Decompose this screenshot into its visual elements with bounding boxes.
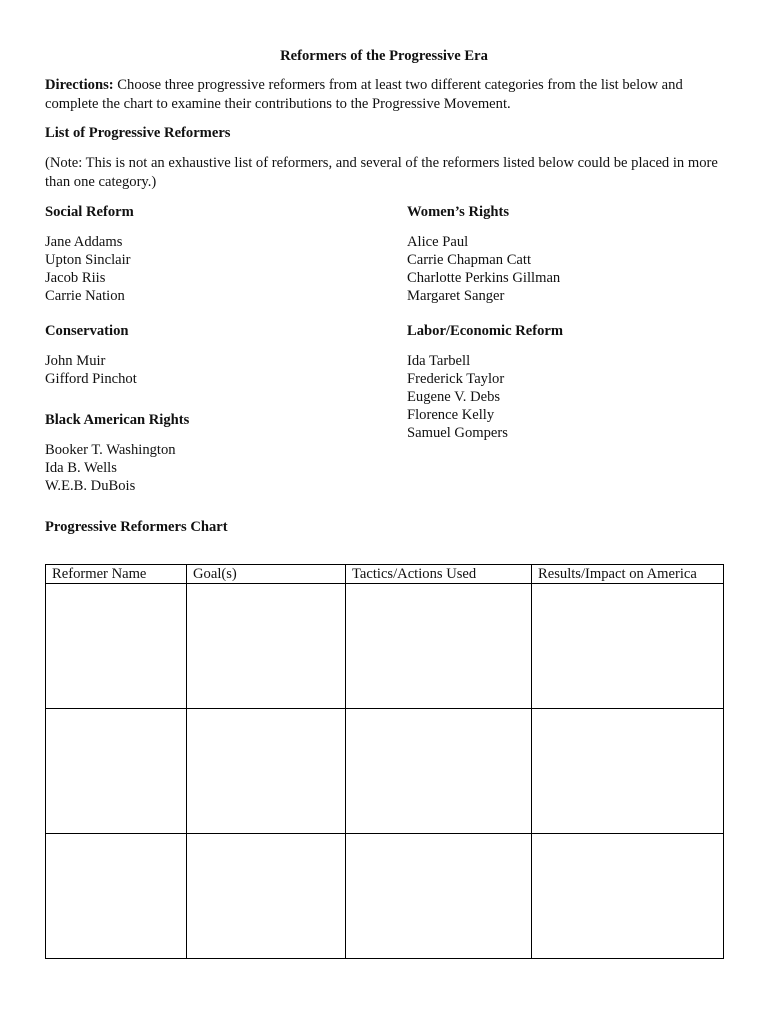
list-heading: List of Progressive Reformers [45,125,231,141]
category-womens-rights [407,203,727,305]
header-goals: Goal(s) [187,565,346,584]
category-conservation [45,322,365,388]
chart-heading: Progressive Reformers Chart [45,519,228,535]
category-title: Women’s Rights [407,204,510,220]
table-cell[interactable] [532,709,724,834]
table-cell[interactable] [187,834,346,959]
reformer-name: Alice Paul [407,234,469,250]
header-reformer-name: Reformer Name [46,565,187,584]
reformer-name: Margaret Sanger [407,288,505,304]
reformer-name: Carrie Nation [45,288,125,304]
table-cell[interactable] [346,709,532,834]
reformer-name: Jane Addams [45,234,123,250]
category-title: Black American Rights [45,412,190,428]
category-black-american-rights [45,411,365,495]
reformer-name: Frederick Taylor [407,371,505,387]
reformer-name: Gifford Pinchot [45,371,137,387]
reformer-name: John Muir [45,353,106,369]
reformer-name: Eugene V. Debs [407,389,501,405]
table-cell[interactable] [46,834,187,959]
category-title: Conservation [45,323,129,339]
directions-text: Choose three progressive reformers from at least two different categories from the list below and complete the chart to examine their contributions to the Progressive Movement. [45,77,683,112]
category-labor-economic-reform [407,322,727,442]
table-header-row [46,565,724,584]
table-cell[interactable] [46,584,187,709]
note-text: (Note: This is not an exhaustive list of reformers, and several of the reformers listed below could be placed in more than one category.) [45,155,718,190]
table-cell[interactable] [46,709,187,834]
table-row [46,834,724,959]
table-cell[interactable] [187,584,346,709]
category-social-reform [45,203,365,305]
reformer-name: W.E.B. DuBois [45,478,136,494]
reformer-name: Samuel Gompers [407,425,508,441]
page-title: Reformers of the Progressive Era [280,48,488,64]
reformer-name: Upton Sinclair [45,252,131,268]
table-cell[interactable] [532,584,724,709]
header-results-impact: Results/Impact on America [532,565,724,584]
header-tactics-actions: Tactics/Actions Used [346,565,532,584]
table-cell[interactable] [346,584,532,709]
table-cell[interactable] [187,709,346,834]
reformer-name: Carrie Chapman Catt [407,252,532,268]
reformer-name: Florence Kelly [407,407,495,423]
directions-paragraph [45,76,725,114]
directions-label: Directions: [45,77,114,93]
table-cell[interactable] [346,834,532,959]
table-row [46,709,724,834]
category-title: Labor/Economic Reform [407,323,564,339]
reformer-name: Booker T. Washington [45,442,176,458]
reformer-name: Jacob Riis [45,270,106,286]
reformer-name: Charlotte Perkins Gillman [407,270,561,286]
reformer-name: Ida B. Wells [45,460,117,476]
reformers-chart-table [45,564,724,959]
category-title: Social Reform [45,204,134,220]
table-row [46,584,724,709]
reformer-name: Ida Tarbell [407,353,471,369]
table-cell[interactable] [532,834,724,959]
